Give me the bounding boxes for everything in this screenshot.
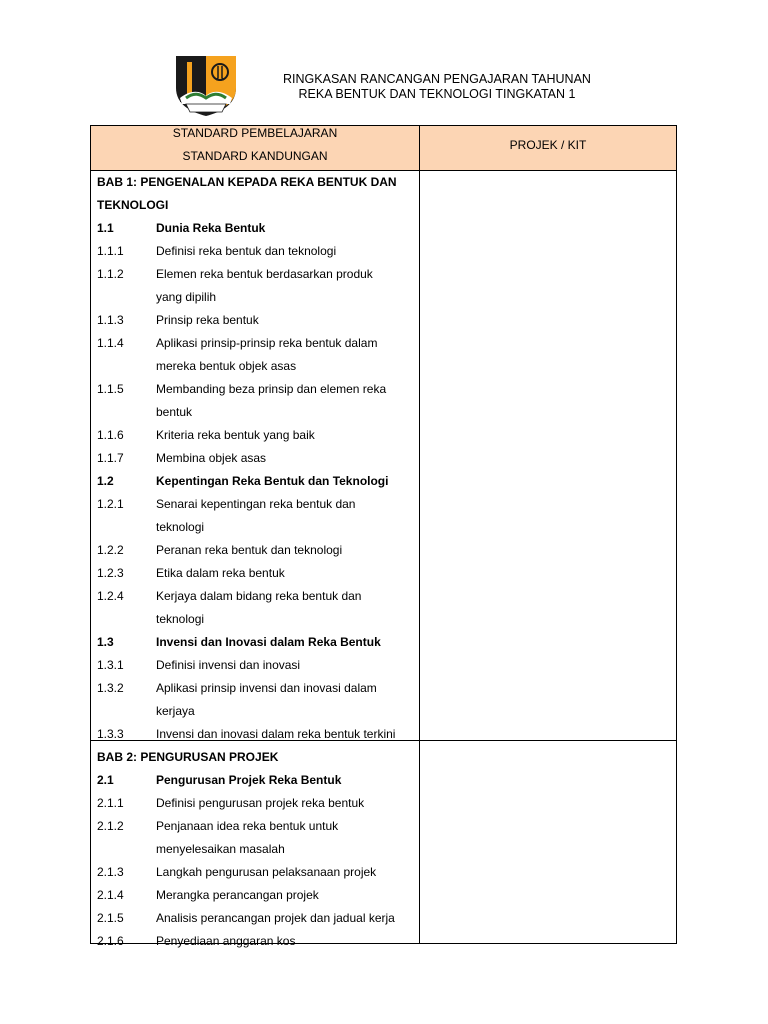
subtopic-text: Membanding beza prinsip dan elemen reka xyxy=(156,382,387,396)
subtopic-row xyxy=(97,378,415,424)
topic-row xyxy=(97,631,415,654)
header-projek-kit: PROJEK / KIT xyxy=(509,138,587,152)
subtopic-text: Peranan reka bentuk dan teknologi xyxy=(156,543,343,557)
subtopic-number: 1.1.3 xyxy=(97,313,124,327)
subtopic-row xyxy=(97,493,415,539)
subtopic-text: Prinsip reka bentuk xyxy=(156,313,259,327)
subtopic-text: Langkah pengurusan pelaksanaan projek xyxy=(156,865,377,879)
subtopic-row xyxy=(97,677,415,723)
subtopic-number: 1.2.3 xyxy=(97,566,124,580)
topic-text: Pengurusan Projek Reka Bentuk xyxy=(156,773,342,787)
subtopic-text: Aplikasi prinsip-prinsip reka bentuk dalam xyxy=(156,336,378,350)
column-divider xyxy=(419,126,420,943)
subtopic-number: 1.3.2 xyxy=(97,681,124,695)
subtopic-row xyxy=(97,930,415,953)
subtopic-number: 1.1.1 xyxy=(97,244,124,258)
subtopic-text: mereka bentuk objek asas xyxy=(156,359,297,373)
subtopic-text: Aplikasi prinsip invensi dan inovasi dalam xyxy=(156,681,377,695)
subtopic-number: 1.3.3 xyxy=(97,727,124,741)
section-title-line: BAB 2: PENGURUSAN PROJEK xyxy=(97,750,279,764)
topic-number: 1.1 xyxy=(97,221,114,235)
subtopic-row xyxy=(97,447,415,470)
subtopic-number: 2.1.5 xyxy=(97,911,124,925)
subtopic-number: 1.1.2 xyxy=(97,267,124,281)
subtopic-text: Definisi reka bentuk dan teknologi xyxy=(156,244,337,258)
subtopic-row xyxy=(97,263,415,309)
subtopic-number: 1.1.4 xyxy=(97,336,124,350)
document-title xyxy=(252,72,622,102)
subtopic-number: 2.1.3 xyxy=(97,865,124,879)
section-title xyxy=(97,171,415,217)
subtopic-row xyxy=(97,539,415,562)
subtopic-text: Penjanaan idea reka bentuk untuk xyxy=(156,819,339,833)
topic-text: Invensi dan Inovasi dalam Reka Bentuk xyxy=(156,635,381,649)
subtopic-number: 2.1.2 xyxy=(97,819,124,833)
subtopic-row xyxy=(97,861,415,884)
subtopic-row xyxy=(97,585,415,631)
subtopic-row xyxy=(97,332,415,378)
subtopic-row xyxy=(97,815,415,861)
subtopic-row xyxy=(97,792,415,815)
subtopic-number: 2.1.6 xyxy=(97,934,124,948)
subtopic-number: 2.1.4 xyxy=(97,888,124,902)
header-standard-kandungan: STANDARD KANDUNGAN xyxy=(182,149,328,163)
school-crest-logo xyxy=(172,54,240,118)
subtopic-text: teknologi xyxy=(156,612,205,626)
subtopic-number: 1.2.4 xyxy=(97,589,124,603)
subtopic-text: Definisi invensi dan inovasi xyxy=(156,658,301,672)
subtopic-text: bentuk xyxy=(156,405,193,419)
topic-number: 2.1 xyxy=(97,773,114,787)
subtopic-text: Elemen reka bentuk berdasarkan produk xyxy=(156,267,373,281)
subtopic-text: Analisis perancangan projek dan jadual kerja xyxy=(156,911,395,925)
topic-number: 1.3 xyxy=(97,635,114,649)
section-title-line: BAB 1: PENGENALAN KEPADA REKA BENTUK DAN xyxy=(97,175,397,189)
subtopic-number: 1.2.1 xyxy=(97,497,124,511)
subtopic-row xyxy=(97,562,415,585)
subtopic-text: Kerjaya dalam bidang reka bentuk dan xyxy=(156,589,362,603)
subtopic-text: Senarai kepentingan reka bentuk dan xyxy=(156,497,356,511)
subtopic-text: Membina objek asas xyxy=(156,451,267,465)
subtopic-number: 2.1.1 xyxy=(97,796,124,810)
curriculum-table xyxy=(90,125,677,948)
subtopic-row xyxy=(97,884,415,907)
subtopic-number: 1.2.2 xyxy=(97,543,124,557)
section-title-line: TEKNOLOGI xyxy=(97,198,169,212)
subtopic-text: Kriteria reka bentuk yang baik xyxy=(156,428,315,442)
subtopic-text: menyelesaikan masalah xyxy=(156,842,285,856)
topic-text: Dunia Reka Bentuk xyxy=(156,221,266,235)
subtopic-row xyxy=(97,654,415,677)
subtopic-text: Definisi pengurusan projek reka bentuk xyxy=(156,796,365,810)
subtopic-row xyxy=(97,907,415,930)
topic-text: Kepentingan Reka Bentuk dan Teknologi xyxy=(156,474,389,488)
subtopic-number: 1.1.7 xyxy=(97,451,124,465)
subtopic-row xyxy=(97,723,415,746)
subtopic-text: Etika dalam reka bentuk xyxy=(156,566,285,580)
header-standard-pembelajaran: STANDARD PEMBELAJARAN xyxy=(172,126,338,140)
subtopic-text: kerjaya xyxy=(156,704,195,718)
title-line-1: RINGKASAN RANCANGAN PENGAJARAN TAHUNAN xyxy=(283,72,591,86)
subtopic-text: yang dipilih xyxy=(156,290,217,304)
topic-number: 1.2 xyxy=(97,474,114,488)
section-title xyxy=(97,746,415,769)
subtopic-row xyxy=(97,309,415,332)
topic-row xyxy=(97,217,415,240)
topic-row xyxy=(97,470,415,493)
title-line-2: REKA BENTUK DAN TEKNOLOGI TINGKATAN 1 xyxy=(298,87,576,101)
subtopic-number: 1.1.6 xyxy=(97,428,124,442)
subtopic-row xyxy=(97,424,415,447)
content-rows xyxy=(97,171,415,953)
subtopic-text: teknologi xyxy=(156,520,205,534)
subtopic-row xyxy=(97,240,415,263)
subtopic-text: Penyediaan anggaran kos xyxy=(156,934,296,948)
subtopic-text: Invensi dan inovasi dalam reka bentuk terkini xyxy=(156,727,396,741)
topic-row xyxy=(97,769,415,792)
subtopic-number: 1.1.5 xyxy=(97,382,124,396)
subtopic-text: Merangka perancangan projek xyxy=(156,888,319,902)
subtopic-number: 1.3.1 xyxy=(97,658,124,672)
